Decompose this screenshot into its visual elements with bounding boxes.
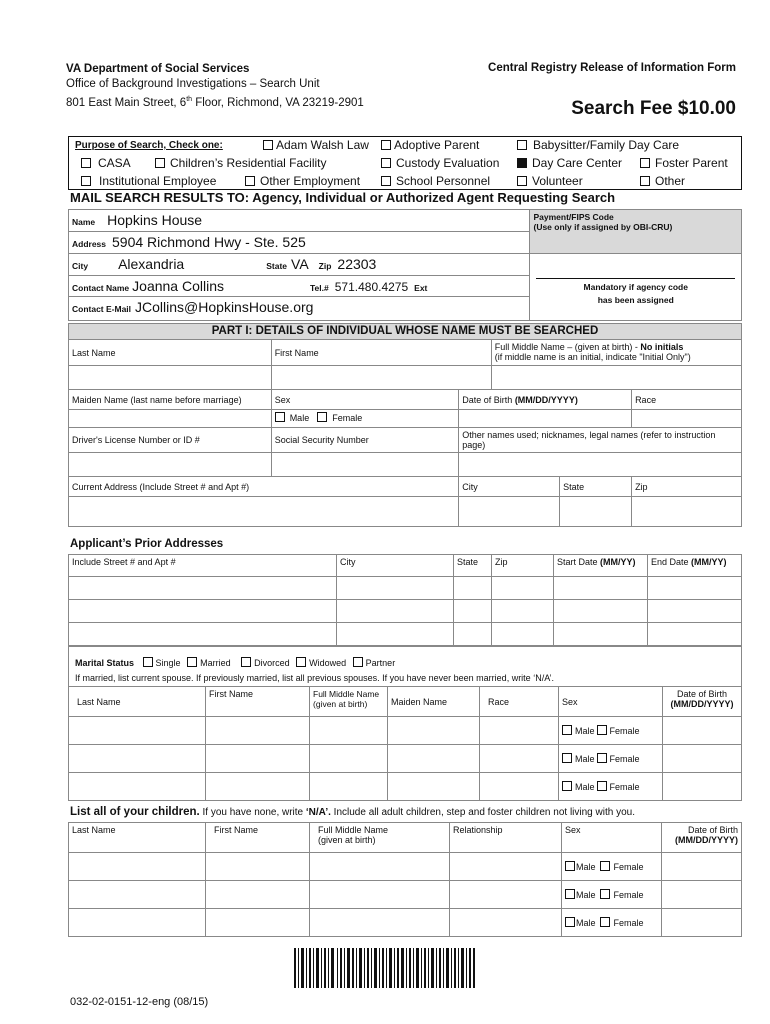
marital-status-label: Marital Status [75, 658, 135, 668]
spouse-last-input[interactable] [69, 745, 206, 773]
prior-street-input[interactable] [69, 623, 337, 646]
ssn-input[interactable] [271, 453, 459, 477]
mail-contact-cell[interactable]: Contact Name Joanna Collins Tel.# 571.480.4275 Ext [69, 276, 530, 297]
spouse-sex-options: Male Female [559, 717, 663, 745]
child-last-input[interactable] [69, 909, 206, 937]
checkbox-checked[interactable] [517, 158, 527, 168]
spouse-race-input[interactable] [480, 717, 559, 745]
first-name-label: First Name [271, 340, 491, 366]
checkbox[interactable] [381, 140, 391, 150]
mail-state-value[interactable]: VA [291, 256, 309, 272]
prior-state-input[interactable] [454, 577, 492, 600]
checkbox[interactable] [517, 140, 527, 150]
widowed-checkbox[interactable] [296, 657, 306, 667]
prior-end-input[interactable] [648, 577, 742, 600]
dob-label: Date of Birth (MM/DD/YYYY) [459, 390, 632, 410]
agency-header [66, 62, 364, 111]
ssn-label: Social Security Number [271, 428, 459, 453]
prior-start-input[interactable] [554, 600, 648, 623]
first-name-input[interactable] [271, 366, 491, 390]
child-first-input[interactable] [206, 881, 310, 909]
marital-status-row: Marital Status Single Married Divorced Widowed Partner [75, 658, 396, 668]
last-name-input[interactable] [69, 366, 272, 390]
spouse-first-header: First Name [206, 687, 310, 717]
current-address-input[interactable] [69, 497, 459, 527]
mail-email-cell[interactable]: Contact E-Mail JCollins@HopkinsHouse.org [69, 297, 530, 321]
current-zip-label: Zip [632, 477, 742, 497]
purpose-option-casa[interactable]: CASA [81, 156, 131, 170]
purpose-option-school[interactable]: School Personnel [381, 174, 490, 188]
dl-label: Driver's License Number or ID # [69, 428, 272, 453]
marital-instruction: If married, list current spouse. If previously married, list all previous spouses. If you have never been married, write ‘N/A’. [75, 673, 555, 683]
child-middle-input[interactable] [310, 881, 450, 909]
prior-zip-input[interactable] [492, 623, 554, 646]
purpose-section [68, 136, 742, 190]
mail-city-cell[interactable]: City Alexandria State VA Zip 22303 [69, 254, 530, 276]
prior-city-input[interactable] [337, 577, 454, 600]
form-title: Central Registry Release of Information Form [488, 62, 736, 74]
female-checkbox[interactable] [597, 725, 607, 735]
checkbox[interactable] [81, 176, 91, 186]
single-checkbox[interactable] [143, 657, 153, 667]
race-label: Race [632, 390, 742, 410]
spouse-dob-header: Date of Birth (MM/DD/YYYY) [663, 687, 742, 717]
prior-addresses-heading: Applicant’s Prior Addresses [70, 538, 224, 550]
marital-status-section [68, 646, 742, 686]
mail-results-table [68, 209, 742, 321]
child-middle-input[interactable] [310, 853, 450, 881]
prior-city-input[interactable] [337, 623, 454, 646]
middle-name-label: Full Middle Name – (given at birth) - No initials (if middle name is an initial, indicate "Initial Only") [491, 340, 741, 366]
female-checkbox[interactable] [597, 753, 607, 763]
male-checkbox[interactable] [565, 861, 575, 871]
middle-name-input[interactable] [491, 366, 741, 390]
prior-end-header: End Date (MM/YY) [648, 555, 742, 577]
current-zip-input[interactable] [632, 497, 742, 527]
current-state-input[interactable] [560, 497, 632, 527]
part1-table [68, 323, 742, 527]
spouse-sex-header: Sex [559, 687, 663, 717]
prior-street-input[interactable] [69, 600, 337, 623]
prior-zip-input[interactable] [492, 600, 554, 623]
current-city-label: City [459, 477, 560, 497]
prior-start-input[interactable] [554, 623, 648, 646]
partner-checkbox[interactable] [353, 657, 363, 667]
purpose-option-volunteer[interactable]: Volunteer [517, 174, 583, 188]
agency-address: 801 East Main Street, 6th Floor, Richmond, VA 23219-2901 [66, 96, 364, 109]
spouse-dob-input[interactable] [663, 717, 742, 745]
maiden-name-input[interactable] [69, 410, 272, 428]
spouse-first-input[interactable] [206, 717, 310, 745]
current-address-label: Current Address (Include Street # and Apt #) [69, 477, 459, 497]
spouse-race-input[interactable] [480, 773, 559, 801]
prior-zip-header: Zip [492, 555, 554, 577]
mail-address-value[interactable]: 5904 Richmond Hwy - Ste. 525 [112, 234, 306, 250]
child-dob-input[interactable] [662, 881, 742, 909]
purpose-label: Purpose of Search, Check one: [75, 140, 223, 151]
spouse-maiden-header: Maiden Name [388, 687, 480, 717]
checkbox[interactable] [155, 158, 165, 168]
children-heading-row: List all of your children. If you have none, write ‘N/A’. Include all adult children, step and foster children not living with you. [70, 806, 635, 818]
checkbox[interactable] [640, 158, 650, 168]
mail-city-value[interactable]: Alexandria [118, 256, 185, 272]
child-relationship-input[interactable] [450, 853, 562, 881]
children-heading: List all of your children. [70, 806, 200, 818]
female-checkbox[interactable] [597, 781, 607, 791]
child-sex-options: Male Female [562, 909, 662, 937]
sex-options: Male Female [271, 410, 459, 428]
dob-input[interactable] [459, 410, 632, 428]
spouse-race-input[interactable] [480, 745, 559, 773]
child-first-header: First Name [206, 823, 310, 853]
spouse-maiden-input[interactable] [388, 773, 480, 801]
spouse-maiden-input[interactable] [388, 717, 480, 745]
purpose-option-other[interactable]: Other [640, 174, 685, 188]
purpose-option-babysitter[interactable]: Babysitter/Family Day Care [517, 138, 679, 152]
prior-city-input[interactable] [337, 600, 454, 623]
checkbox[interactable] [640, 176, 650, 186]
prior-state-header: State [454, 555, 492, 577]
checkbox[interactable] [517, 176, 527, 186]
child-middle-header: Full Middle Name (given at birth) [310, 823, 450, 853]
prior-end-input[interactable] [648, 623, 742, 646]
prior-zip-input[interactable] [492, 577, 554, 600]
purpose-option-institutional[interactable]: Institutional Employee [81, 174, 216, 188]
child-first-input[interactable] [206, 853, 310, 881]
child-first-input[interactable] [206, 909, 310, 937]
prior-city-header: City [337, 555, 454, 577]
prior-start-header: Start Date (MM/YY) [554, 555, 648, 577]
spouse-last-input[interactable] [69, 773, 206, 801]
mail-name-value[interactable]: Hopkins House [107, 212, 203, 228]
divorced-checkbox[interactable] [241, 657, 251, 667]
mail-zip-value[interactable]: 22303 [337, 256, 377, 272]
spouse-middle-input[interactable] [310, 717, 388, 745]
race-input[interactable] [632, 410, 742, 428]
maiden-name-label: Maiden Name (last name before marriage) [69, 390, 272, 410]
purpose-option-adam-walsh[interactable]: Adam Walsh Law [263, 138, 369, 152]
male-checkbox[interactable] [562, 781, 572, 791]
prior-state-input[interactable] [454, 623, 492, 646]
dl-input[interactable] [69, 453, 272, 477]
spouse-dob-input[interactable] [663, 773, 742, 801]
spouse-dob-input[interactable] [663, 745, 742, 773]
child-sex-options: Male Female [562, 853, 662, 881]
male-checkbox[interactable] [562, 753, 572, 763]
office-name: Office of Background Investigations – Search Unit [66, 78, 320, 90]
agency-name: VA Department of Social Services [66, 63, 250, 75]
female-checkbox[interactable] [600, 917, 610, 927]
prior-start-input[interactable] [554, 577, 648, 600]
mail-results-heading: MAIL SEARCH RESULTS TO: Agency, Individual or Authorized Agent Requesting Search [70, 190, 616, 205]
purpose-option-foster[interactable]: Foster Parent [640, 156, 728, 170]
purpose-option-other-employment[interactable]: Other Employment [245, 174, 360, 188]
child-relationship-input[interactable] [450, 909, 562, 937]
purpose-option-custody[interactable]: Custody Evaluation [381, 156, 499, 170]
spouse-maiden-input[interactable] [388, 745, 480, 773]
child-last-header: Last Name [69, 823, 206, 853]
spouse-middle-header: Full Middle Name (given at birth) [310, 687, 388, 717]
prior-addresses-table [68, 554, 742, 646]
checkbox[interactable] [381, 158, 391, 168]
prior-street-header: Include Street # and Apt # [69, 555, 337, 577]
spouse-sex-options: Male Female [559, 773, 663, 801]
child-dob-header: Date of Birth (MM/DD/YYYY) [662, 823, 742, 853]
female-checkbox[interactable] [600, 889, 610, 899]
spouse-last-input[interactable] [69, 717, 206, 745]
spouse-table [68, 686, 742, 801]
purpose-option-day-care-center[interactable]: Day Care Center [517, 156, 622, 170]
barcode-icon [294, 948, 476, 988]
spouse-sex-options: Male Female [559, 745, 663, 773]
checkbox[interactable] [263, 140, 273, 150]
married-checkbox[interactable] [187, 657, 197, 667]
female-checkbox[interactable] [600, 861, 610, 871]
sex-label: Sex [271, 390, 459, 410]
purpose-option-residential[interactable]: Children’s Residential Facility [155, 156, 327, 170]
child-sex-header: Sex [562, 823, 662, 853]
male-checkbox[interactable] [562, 725, 572, 735]
mail-contact-value[interactable]: Joanna Collins [132, 278, 224, 294]
spouse-first-input[interactable] [206, 745, 310, 773]
child-last-input[interactable] [69, 853, 206, 881]
form-code: 032-02-0151-12-eng (08/15) [70, 996, 209, 1008]
male-checkbox[interactable] [565, 889, 575, 899]
other-names-input[interactable] [459, 453, 742, 477]
mail-address-cell[interactable]: Address 5904 Richmond Hwy - Ste. 525 [69, 232, 530, 254]
child-dob-input[interactable] [662, 853, 742, 881]
current-city-input[interactable] [459, 497, 560, 527]
search-fee: Search Fee $10.00 [571, 98, 736, 119]
male-checkbox[interactable] [275, 412, 285, 422]
fips-entry-cell[interactable]: Mandatory if agency code has been assigned [530, 254, 742, 321]
spouse-first-input[interactable] [206, 773, 310, 801]
children-table [68, 822, 742, 937]
fips-code-cell[interactable]: Payment/FIPS Code (Use only if assigned by OBI-CRU) [530, 210, 742, 254]
spouse-middle-input[interactable] [310, 773, 388, 801]
mail-name-cell[interactable]: Name Hopkins House [69, 210, 530, 232]
spouse-last-header: Last Name [69, 687, 206, 717]
child-last-input[interactable] [69, 881, 206, 909]
mail-tel-value[interactable]: 571.480.4275 [334, 280, 409, 294]
checkbox[interactable] [81, 158, 91, 168]
spouse-middle-input[interactable] [310, 745, 388, 773]
female-checkbox[interactable] [317, 412, 327, 422]
prior-state-input[interactable] [454, 600, 492, 623]
child-relationship-header: Relationship [450, 823, 562, 853]
child-relationship-input[interactable] [450, 881, 562, 909]
child-sex-options: Male Female [562, 881, 662, 909]
purpose-option-adoptive[interactable]: Adoptive Parent [381, 138, 479, 152]
last-name-label: Last Name [69, 340, 272, 366]
checkbox[interactable] [381, 176, 391, 186]
part1-heading: PART I: DETAILS OF INDIVIDUAL WHOSE NAME MUST BE SEARCHED [69, 324, 742, 340]
child-middle-input[interactable] [310, 909, 450, 937]
current-state-label: State [560, 477, 632, 497]
male-checkbox[interactable] [565, 917, 575, 927]
spouse-race-header: Race [480, 687, 559, 717]
prior-street-input[interactable] [69, 577, 337, 600]
prior-end-input[interactable] [648, 600, 742, 623]
other-names-label: Other names used; nicknames, legal names (refer to instruction page) [459, 428, 742, 453]
child-dob-input[interactable] [662, 909, 742, 937]
mail-email-value[interactable]: JCollins@HopkinsHouse.org [135, 299, 314, 315]
checkbox[interactable] [245, 176, 255, 186]
